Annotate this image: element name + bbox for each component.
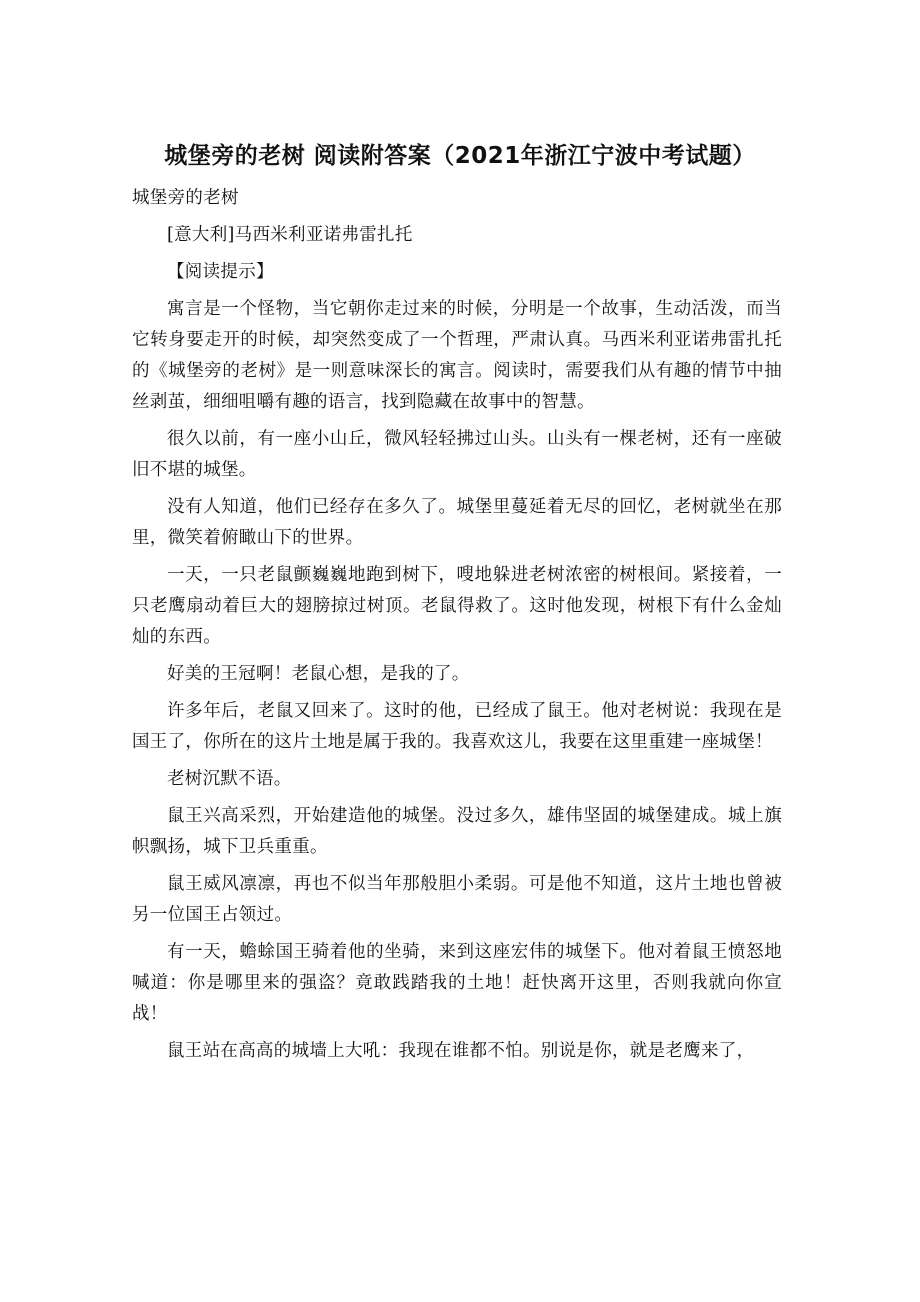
- article-author: [意大利]马西米利亚诺弗雷扎托: [167, 225, 413, 245]
- article-body: [132, 183, 782, 1073]
- paragraph: 鼠王兴高采烈，开始建造他的城堡。没过多久，雄伟坚固的城堡建成。城上旗帜飘扬，城下卫兵重重。: [132, 806, 782, 857]
- paragraph: 好美的王冠啊！老鼠心想，是我的了。: [167, 664, 470, 684]
- paragraph: 很久以前，有一座小山丘，微风轻轻拂过山头。山头有一棵老树，还有一座破旧不堪的城堡。: [132, 429, 782, 480]
- paragraph: 鼠王站在高高的城墙上大吼：我现在谁都不怕。别说是你，就是老鹰来了，: [167, 1041, 755, 1061]
- paragraph: 鼠王威风凛凛，再也不似当年那般胆小柔弱。可是他不知道，这片土地也曾被另一位国王占领过。: [132, 874, 782, 925]
- paragraph: 没有人知道，他们已经存在多久了。城堡里蔓延着无尽的回忆，老树就坐在那里，微笑着俯瞰山下的世界。: [132, 497, 782, 548]
- paragraph: 有一天，蟾蜍国王骑着他的坐骑，来到这座宏伟的城堡下。他对着鼠王愤怒地喊道：你是哪里来的强盗？竟敢践踏我的土地！赶快离开这里，否则我就向你宣战！: [132, 942, 782, 1024]
- document-title: 城堡旁的老树 阅读附答案（2021年浙江宁波中考试题）: [164, 143, 756, 169]
- article-subtitle: 城堡旁的老树: [132, 188, 239, 208]
- reading-tip-heading: 【阅读提示】: [167, 262, 274, 282]
- paragraph: 一天，一只老鼠颤巍巍地跑到树下，嗖地躲进老树浓密的树根间。紧接着，一只老鹰扇动着巨大的翅膀掠过树顶。老鼠得救了。这时他发现，树根下有什么金灿灿的东西。: [132, 565, 782, 647]
- paragraph: 许多年后，老鼠又回来了。这时的他，已经成了鼠王。他对老树说：我现在是国王了，你所在的这片土地是属于我的。我喜欢这儿，我要在这里重建一座城堡！: [132, 701, 782, 752]
- paragraph: 老树沉默不语。: [167, 769, 292, 789]
- paragraph: 寓言是一个怪物，当它朝你走过来的时候，分明是一个故事，生动活泼，而当它转身要走开的时候，却突然变成了一个哲理，严肃认真。马西米利亚诺弗雷扎托的《城堡旁的老树》是一则意味深长的寓言。阅读时，需要我们从有趣的情节中抽丝剥茧，细细咀嚼有趣的语言，找到隐藏在故事中的智慧。: [132, 299, 782, 412]
